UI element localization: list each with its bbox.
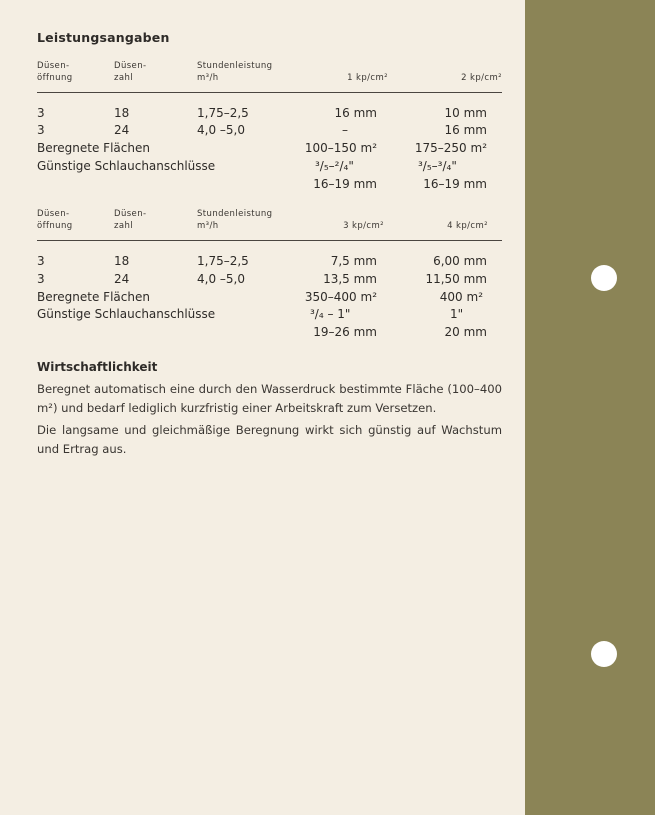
t1-header-col2-line2: zahl: [114, 73, 134, 83]
t1-header-col1-line2: öffnung: [37, 73, 73, 83]
t2-beregnete-c5: 400 m²: [439, 290, 483, 304]
t2-header-col2-line1: Düsen-: [114, 209, 147, 219]
t1-header-pressure-2: 2 kp/cm²: [461, 73, 502, 83]
t1-header-col2-line1: Düsen-: [114, 61, 147, 71]
t1-schlauch-c5: ³/₅–³/₄": [418, 159, 457, 173]
t2-r2-c4: 13,5 mm: [323, 272, 377, 286]
t1-header-stundenleistung: [197, 60, 272, 84]
t1-r2-c4: –: [342, 123, 348, 137]
t1-schlauch-c4: ³/₅–²/₄": [315, 159, 354, 173]
t2-header-col3-line1: Stundenleistung: [197, 209, 273, 219]
t1-header-col3-line1: Stundenleistung: [197, 61, 273, 71]
t1-header-duesenzahl: [114, 60, 146, 84]
t2-r2-c1: 3: [37, 272, 45, 286]
t2-schlauch-c5: 1": [450, 307, 464, 321]
t2-r1-c4: 7,5 mm: [330, 254, 377, 268]
t2-schlauch-mm-c4: 19–26 mm: [313, 325, 377, 339]
t2-schlauch-label: Günstige Schlauchanschlüsse: [37, 307, 216, 321]
t1-header-rule: [37, 92, 502, 93]
t1-schlauch-label: Günstige Schlauchanschlüsse: [37, 159, 216, 173]
t1-r1-c1: 3: [37, 106, 45, 120]
section-title-wirtschaftlichkeit: Wirtschaftlichkeit: [37, 360, 158, 374]
binder-hole-top: [591, 265, 617, 291]
t2-beregnete-c4: 350–400 m²: [304, 290, 377, 304]
binder-hole-bottom: [591, 641, 617, 667]
paragraph-2: Die langsame und gleichmäßige Beregnung wirkt sich günstig auf Wachstum und Ertrag aus.: [37, 423, 502, 456]
t2-header-duesenoeffnung: [37, 208, 73, 232]
t2-header-pressure-4: 4 kp/cm²: [447, 221, 488, 231]
t1-beregnete-c5: 175–250 m²: [414, 141, 487, 155]
t1-header-pressure-1: 1 kp/cm²: [347, 73, 388, 83]
t2-beregnete-label: Beregnete Flächen: [37, 290, 150, 304]
t2-r1-c3: 1,75–2,5: [197, 254, 249, 268]
t1-beregnete-label: Beregnete Flächen: [37, 141, 150, 155]
t2-header-col3-line2: m³/h: [197, 221, 219, 231]
t1-r1-c2: 18: [114, 106, 130, 120]
t1-header-col1-line1: Düsen-: [37, 61, 70, 71]
t2-r1-c2: 18: [114, 254, 130, 268]
t1-r2-c2: 24: [114, 123, 130, 137]
t2-r2-c3: 4,0 –5,0: [197, 272, 245, 286]
t2-header-stundenleistung: [197, 208, 272, 232]
t1-schlauch-mm-c4: 16–19 mm: [313, 177, 377, 191]
t1-r2-c1: 3: [37, 123, 45, 137]
t2-schlauch-mm-c5: 20 mm: [444, 325, 487, 339]
t2-header-col2-line2: zahl: [114, 221, 134, 231]
t1-header-col3-line2: m³/h: [197, 73, 219, 83]
t1-header-duesenoeffnung: [37, 60, 73, 84]
t2-r2-c5: 11,50 mm: [425, 272, 487, 286]
t2-r1-c1: 3: [37, 254, 45, 268]
page-title: Leistungsangaben: [37, 30, 170, 45]
t2-header-duesenzahl: [114, 208, 146, 232]
t1-r1-c4: 16 mm: [334, 106, 377, 120]
paragraph-1: Beregnet automatisch eine durch den Wasserdruck bestimmte Fläche (100–400 m²) und bedarf lediglich kurzfristig einer Arbeitskraft zum Versetzen.: [37, 382, 502, 415]
t1-schlauch-mm-c5: 16–19 mm: [423, 177, 487, 191]
binder-strip: [525, 0, 655, 815]
t2-r2-c2: 24: [114, 272, 130, 286]
t2-r1-c5: 6,00 mm: [433, 254, 487, 268]
t1-r2-c5: 16 mm: [444, 123, 487, 137]
t1-r2-c3: 4,0 –5,0: [197, 123, 245, 137]
t2-header-col1-line1: Düsen-: [37, 209, 70, 219]
t1-r1-c3: 1,75–2,5: [197, 106, 249, 120]
t2-header-pressure-3: 3 kp/cm²: [343, 221, 384, 231]
t2-header-col1-line2: öffnung: [37, 221, 73, 231]
t1-r1-c5: 10 mm: [444, 106, 487, 120]
t2-header-rule: [37, 240, 502, 241]
t1-beregnete-c4: 100–150 m²: [304, 141, 377, 155]
t2-schlauch-c4: ³/₄ – 1": [310, 307, 351, 321]
